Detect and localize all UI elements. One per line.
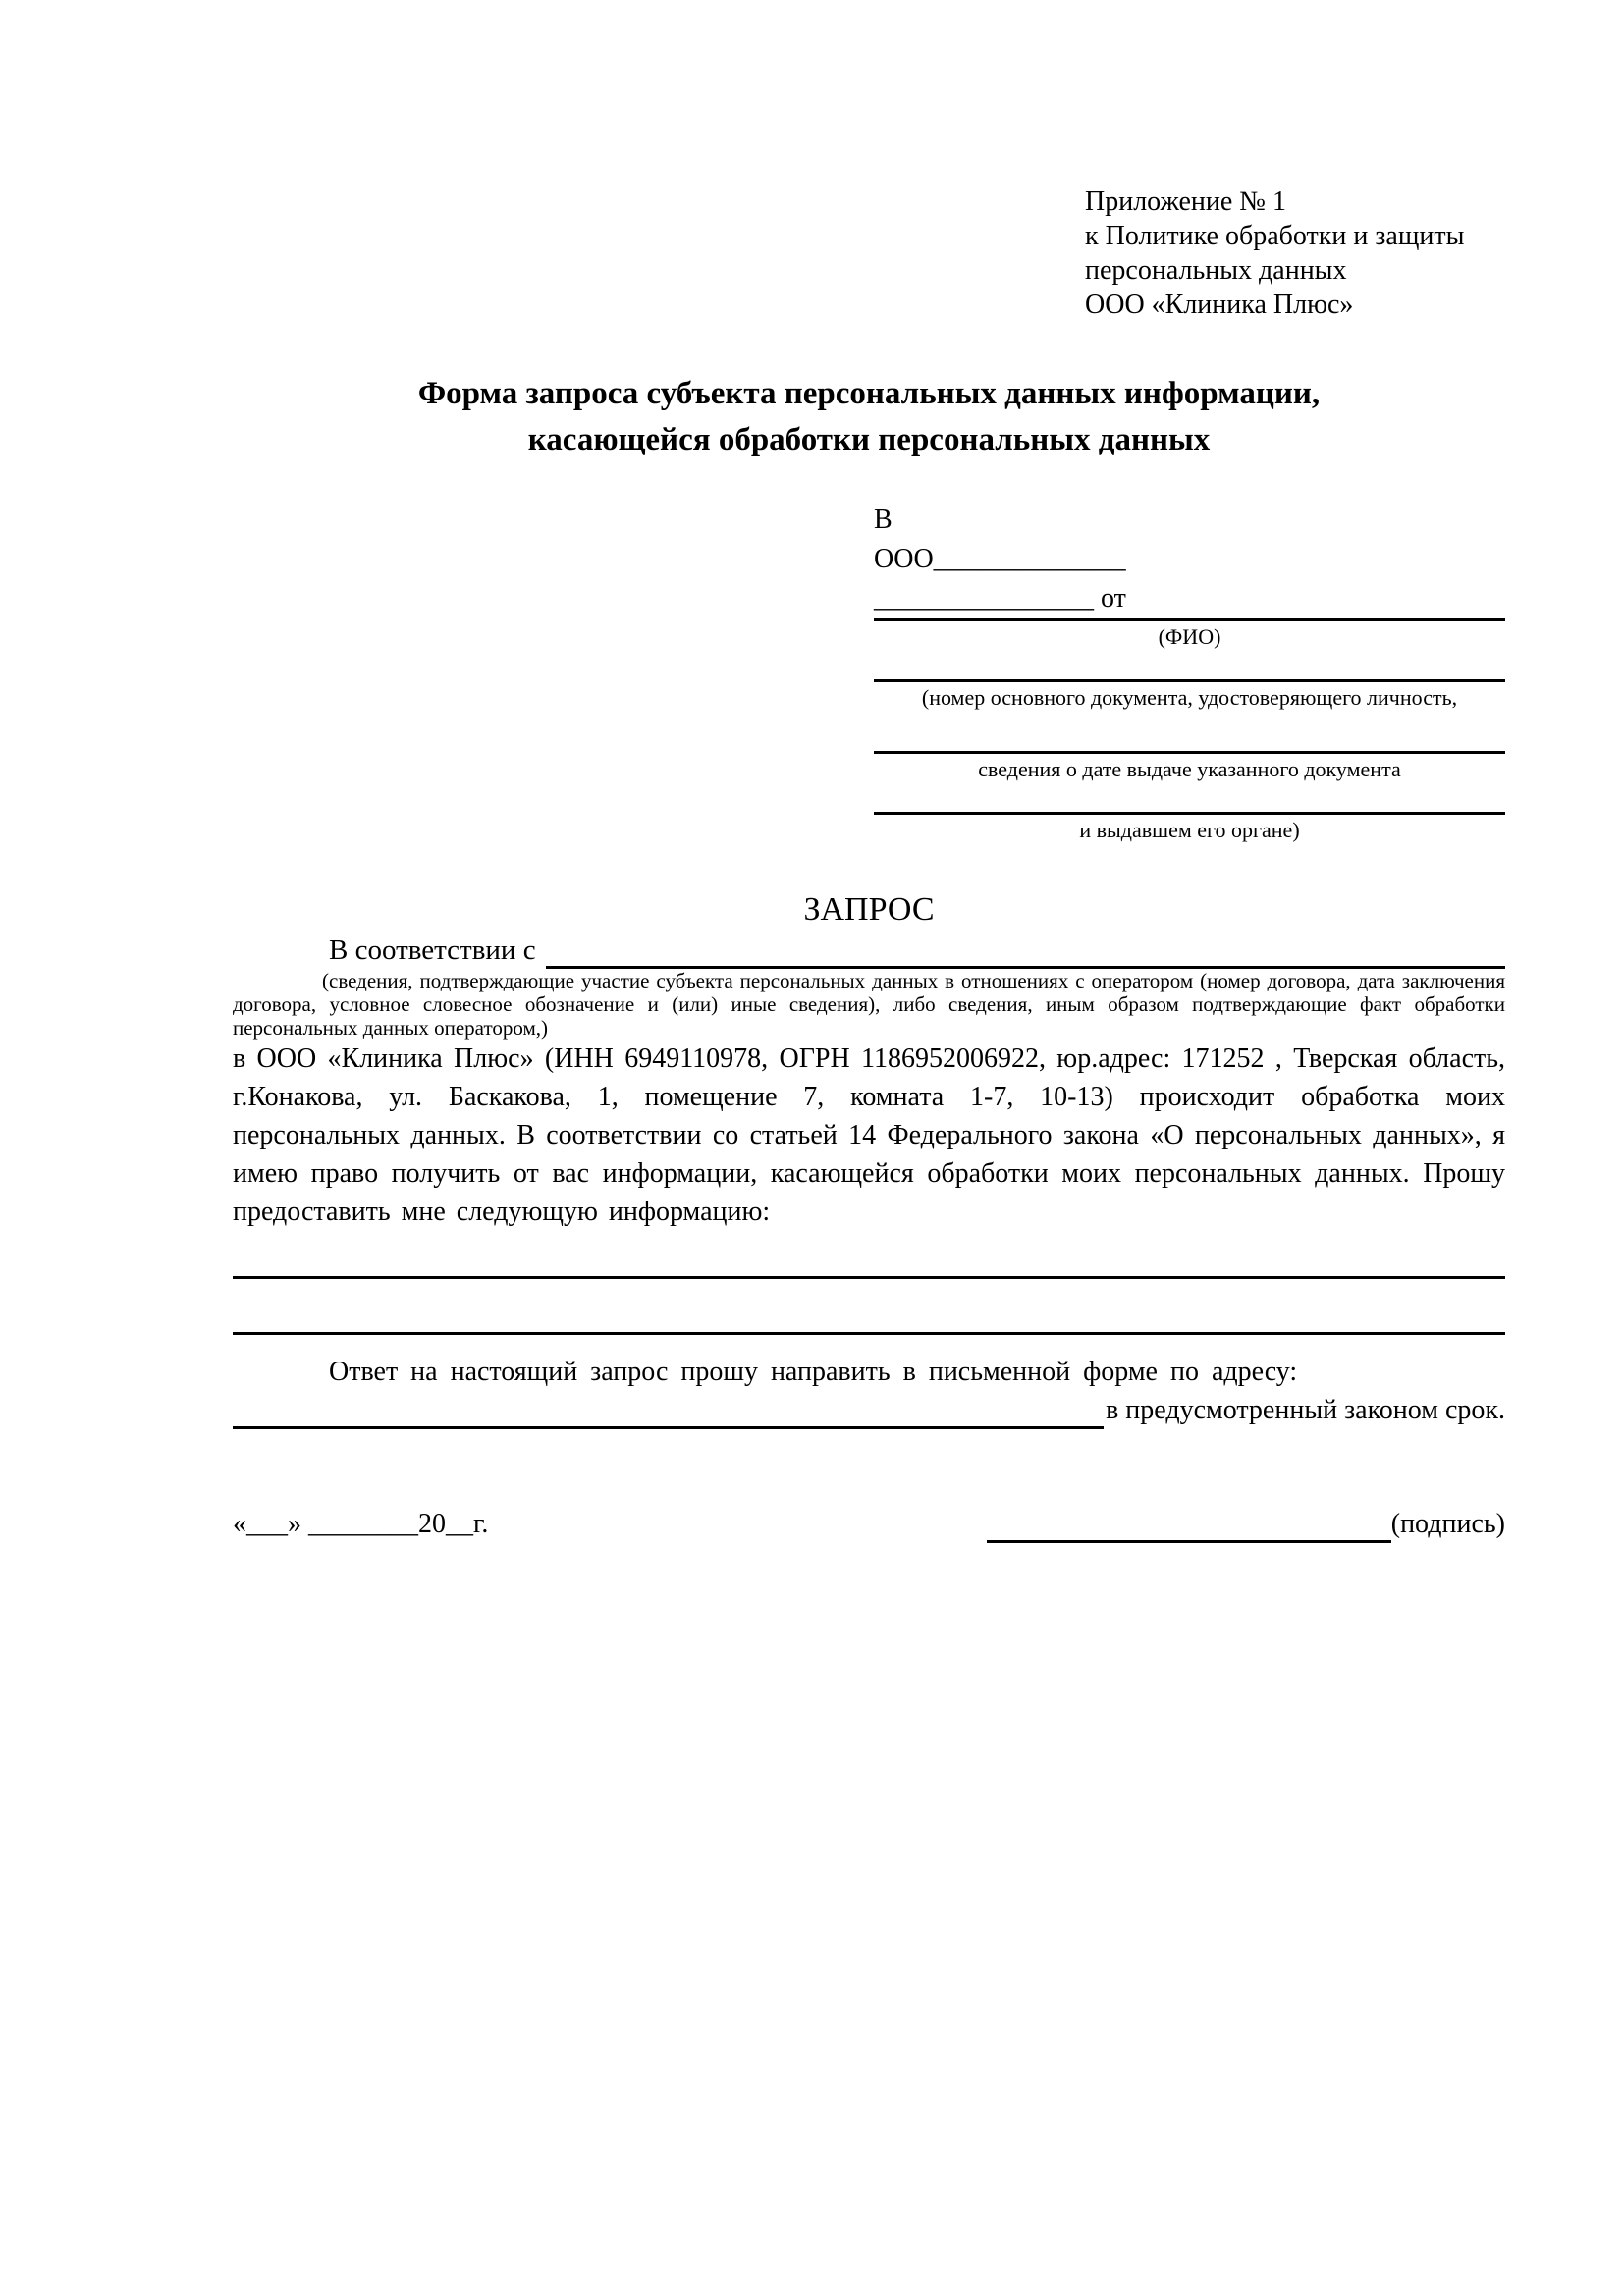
- document-title-line-1: Форма запроса субъекта персональных данных информации,: [417, 376, 1321, 411]
- annex-note-line-1: Приложение № 1: [1085, 187, 1286, 217]
- reply-term-text: в предусмотренный законом срок.: [1106, 1395, 1505, 1425]
- date-blank: «___» ________20__г.: [233, 1509, 489, 1539]
- reply-address-paragraph: Ответ на настоящий запрос прошу направить в письменной форме по адресу:: [329, 1357, 1298, 1387]
- issue-date-field: [874, 751, 1505, 782]
- signature-field: [987, 1506, 1505, 1543]
- in-accordance-label: В соответствии с: [329, 934, 536, 966]
- fine-print-note: (сведения, подтверждающие участие субъекта персональных данных в отношениях с оператором (номер договора, дата заключения договора, условное словесное обозначение и (или) иные сведения), либо сведения, иным образом подтверждающие факт обработки персональных данных оператором,): [233, 969, 1505, 1040]
- addressee-block: [874, 501, 1505, 843]
- identity-document-caption: (номер основного документа, удостоверяющего личность,: [921, 685, 1458, 710]
- information-blank-line-2: [233, 1332, 1505, 1335]
- issuing-authority-caption: и выдавшем его органе): [1079, 818, 1300, 842]
- annex-note: [1085, 185, 1505, 322]
- signature-caption: (подпись): [1390, 1509, 1505, 1539]
- fio-field: [874, 618, 1505, 650]
- information-blank-line-1: [233, 1276, 1505, 1279]
- document-title-line-2: касающейся обработки персональных данных: [527, 422, 1211, 457]
- addressee-to: В: [874, 505, 893, 535]
- reply-address-row: [233, 1391, 1505, 1429]
- annex-note-line-3: персональных данных: [1085, 255, 1347, 286]
- fio-caption: (ФИО): [1158, 624, 1221, 649]
- issuing-authority-field: [874, 812, 1505, 843]
- in-accordance-row: [233, 932, 1505, 969]
- signature-blank-line: [987, 1512, 1391, 1543]
- annex-note-line-4: ООО «Клиника Плюс»: [1085, 290, 1354, 320]
- addressee-from-blank: ________________ от: [874, 583, 1126, 614]
- in-accordance-blank-line: [546, 935, 1505, 969]
- reply-address-blank-line: [233, 1398, 1104, 1429]
- issue-date-caption: сведения о дате выдаче указанного документа: [978, 757, 1401, 781]
- document-title: [233, 371, 1505, 463]
- request-heading: ЗАПРОС: [803, 891, 935, 928]
- request-body-paragraph: в ООО «Клиника Плюс» (ИНН 6949110978, ОГРН 1186952006922, юр.адрес: 171252 , Тверская область, г.Конакова, ул. Баскакова, 1, помещение 7, комната 1-7, 10-13) происходит обработка моих персональных данных. В соответствии со статьей 14 Федерального закона «О персональных данных», я имею право получить от вас информации, касающейся обработки моих персональных данных. Прошу предоставить мне следующую информацию:: [233, 1043, 1505, 1227]
- annex-note-line-2: к Политике обработки и защиты: [1085, 221, 1465, 251]
- date-signature-row: [233, 1506, 1505, 1543]
- addressee-ooo-blank: ООО______________: [874, 544, 1126, 574]
- identity-document-field: [874, 679, 1505, 711]
